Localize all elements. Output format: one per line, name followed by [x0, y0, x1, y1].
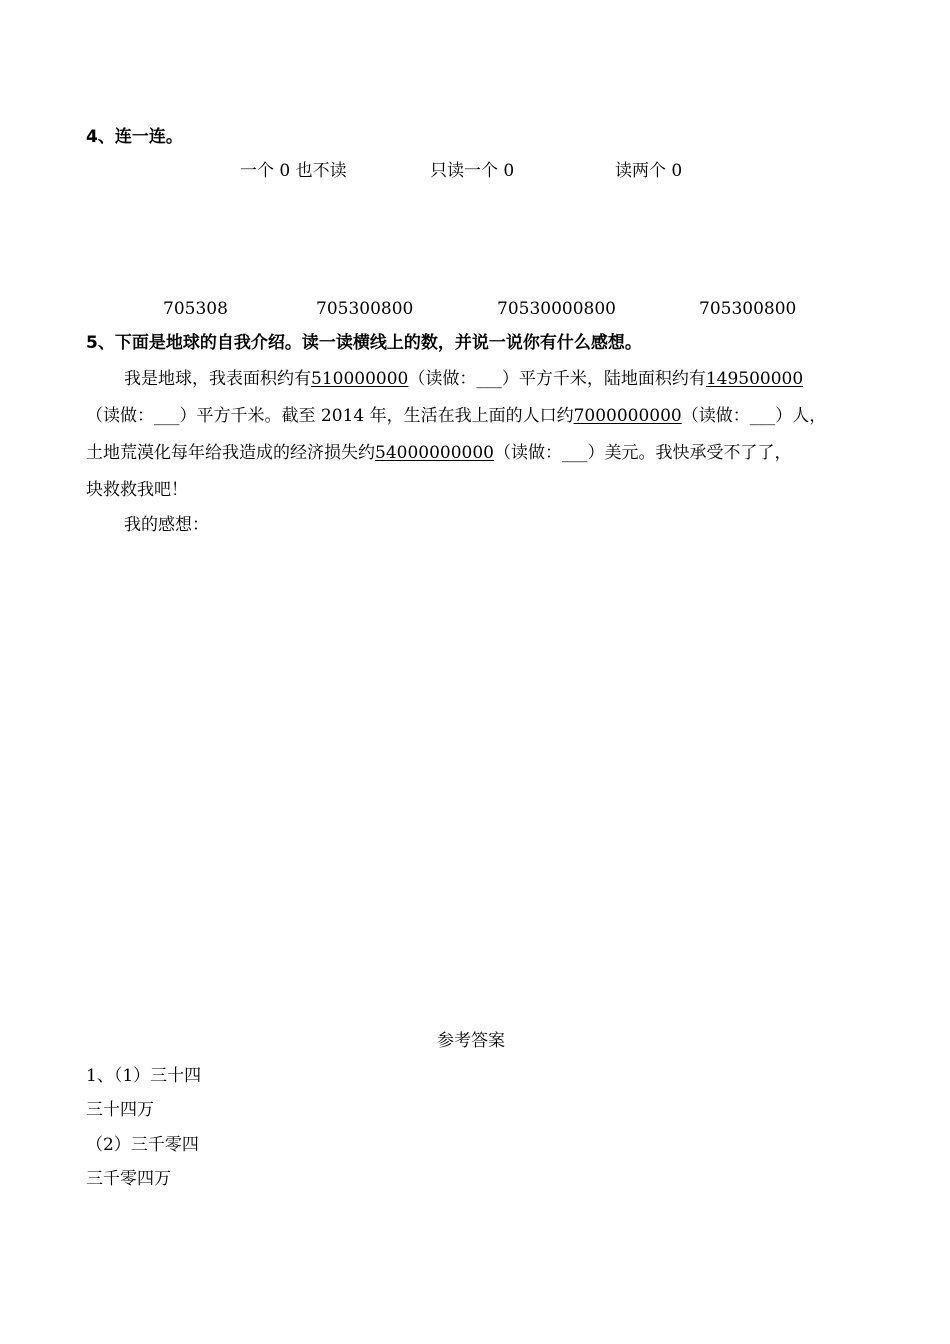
underlined-number: 510000000 — [311, 369, 409, 389]
text-segment: （读做：___）人， — [681, 406, 827, 426]
underlined-number: 7000000000 — [573, 406, 682, 426]
answer-line: （2）三千零四 — [86, 1135, 199, 1155]
paragraph-line-2 — [86, 408, 826, 425]
underlined-number: 149500000 — [705, 369, 804, 389]
answers-heading: 参考答案 — [437, 1031, 505, 1051]
feeling-label: 我的感想： — [124, 515, 209, 535]
match-number-1: 705308 — [163, 299, 228, 319]
match-number-4: 705300800 — [699, 299, 797, 319]
text-segment: （读做：___）美元。我快承受不了了， — [493, 443, 792, 463]
paragraph-line-3 — [86, 445, 791, 462]
text-segment: 我是地球，我表面积约有 — [124, 369, 311, 389]
question-5-title: 5、下面是地球的自我介绍。读一读横线上的数，并说一说你有什么感想。 — [86, 333, 642, 353]
match-number-2: 705300800 — [316, 299, 414, 319]
answer-line: 三十四万 — [86, 1100, 154, 1120]
match-category-one-zero: 只读一个 0 — [430, 161, 515, 181]
paragraph-line-1 — [124, 371, 803, 388]
answer-line: 1、（1）三十四 — [86, 1066, 202, 1086]
answer-line: 三千零四万 — [86, 1169, 171, 1189]
text-segment: 土地荒漠化每年给我造成的经济损失约 — [86, 443, 375, 463]
paragraph-line-4: 块救救我吧！ — [86, 480, 188, 500]
text-segment: （读做：___）平方千米。截至 2014 年，生活在我上面的人口约 — [86, 406, 574, 426]
underlined-number: 54000000000 — [375, 443, 494, 463]
match-number-3: 70530000800 — [497, 299, 616, 319]
match-category-no-zero: 一个 0 也不读 — [240, 161, 347, 181]
question-4-title: 4、连一连。 — [86, 127, 183, 147]
match-category-two-zeros: 读两个 0 — [615, 161, 683, 181]
text-segment: （读做：___）平方千米，陆地面积约有 — [408, 369, 706, 389]
